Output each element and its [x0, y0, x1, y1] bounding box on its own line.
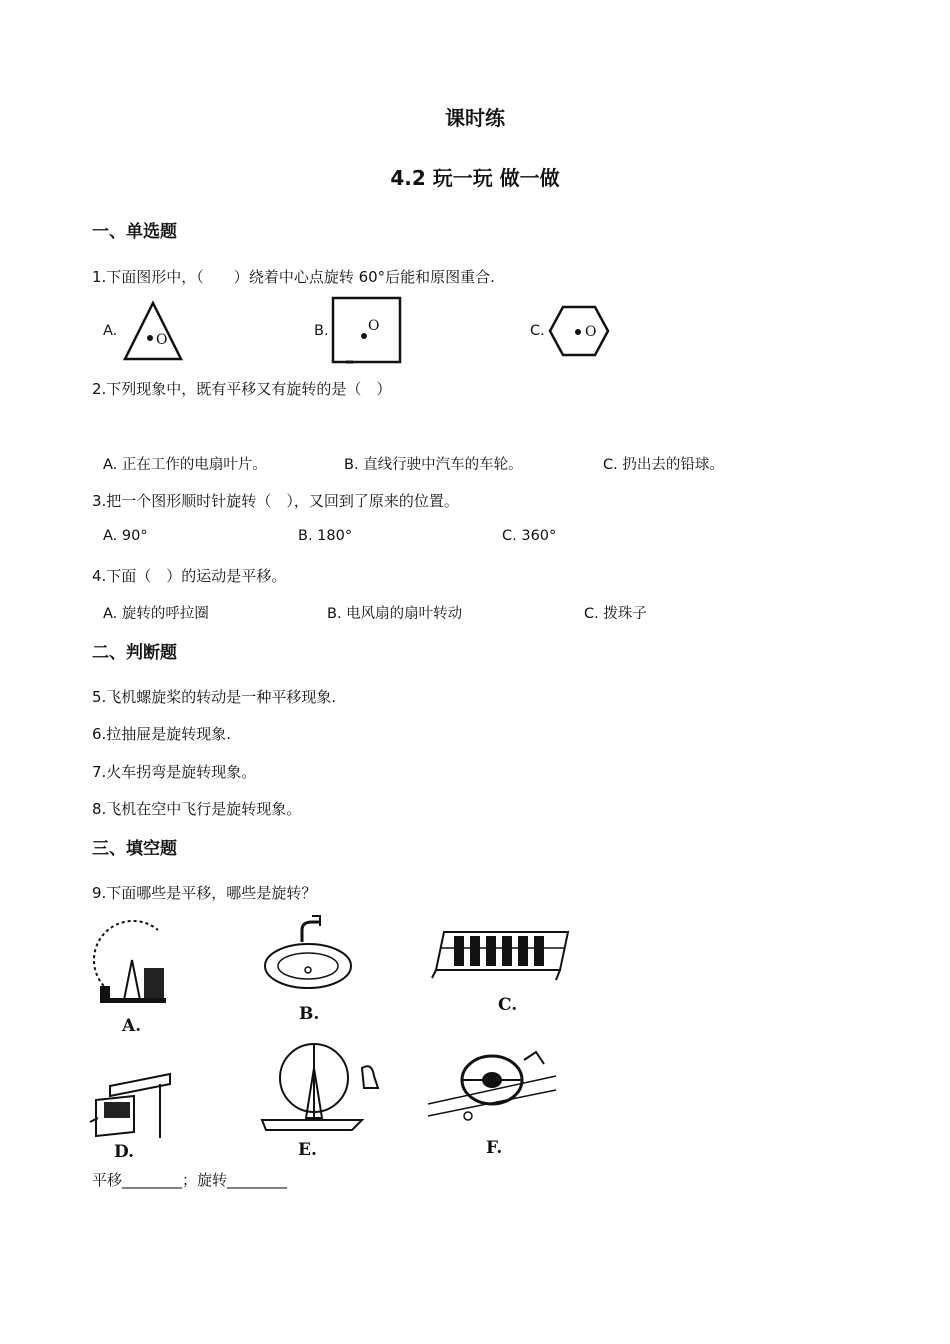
picture-label-e: E.	[298, 1140, 317, 1160]
drawer-picture	[90, 1072, 172, 1142]
picture-label-b: B.	[299, 1004, 320, 1024]
question-4-text: 4.下面（ ）的运动是平移。	[92, 567, 287, 585]
hexagon-shape-icon	[548, 305, 610, 357]
question-1-option-a[interactable]: A.	[103, 323, 118, 339]
question-5-text: 5.飞机螺旋桨的转动是一种平移现象.	[92, 688, 337, 706]
section-heading-true-false: 二、判断题	[92, 643, 177, 663]
faucet-sink-picture	[262, 912, 354, 992]
section-heading-single-choice: 一、单选题	[92, 222, 177, 242]
steering-wheel-picture	[428, 1046, 560, 1132]
question-8-text: 8.飞机在空中飞行是旋转现象。	[92, 800, 302, 818]
page-title: 课时练	[445, 106, 505, 130]
question-1-option-c[interactable]: C.	[530, 323, 545, 339]
picture-label-d: D.	[114, 1142, 135, 1162]
section-heading-fill-blank: 三、填空题	[92, 839, 177, 859]
triangle-shape-mark: O	[156, 332, 168, 348]
question-7-text: 7.火车拐弯是旋转现象。	[92, 763, 257, 781]
question-6-text: 6.拉抽屉是旋转现象.	[92, 725, 232, 743]
question-3-option-b[interactable]: B. 180°	[298, 528, 353, 544]
hexagon-shape-mark: O	[585, 324, 597, 340]
question-4-option-a[interactable]: A. 旋转的呼拉圈	[103, 606, 209, 622]
question-9-text: 9.下面哪些是平移，哪些是旋转？	[92, 884, 317, 902]
question-2-option-c[interactable]: C. 扔出去的铅球。	[603, 457, 724, 473]
square-shape-mark: O	[368, 318, 380, 334]
question-3-text: 3.把一个图形顺时针旋转（ ），又回到了原来的位置。	[92, 492, 459, 510]
picture-label-f: F.	[486, 1138, 503, 1158]
globe-picture	[262, 1040, 388, 1132]
question-2-text: 2.下列现象中，既有平移又有旋转的是（ ）	[92, 380, 392, 398]
question-3-option-c[interactable]: C. 360°	[502, 528, 557, 544]
abacus-picture	[432, 922, 572, 984]
picture-label-a: A.	[122, 1016, 142, 1036]
question-4-option-c[interactable]: C. 拨珠子	[584, 606, 647, 622]
question-2-option-a[interactable]: A. 正在工作的电扇叶片。	[103, 457, 267, 473]
ferris-wheel-picture	[100, 920, 170, 1004]
question-1-option-b[interactable]: B.	[314, 323, 329, 339]
square-shape-icon	[331, 296, 403, 366]
triangle-shape-icon	[122, 300, 184, 362]
question-3-option-a[interactable]: A. 90°	[103, 528, 148, 544]
question-4-option-b[interactable]: B. 电风扇的扇叶转动	[327, 606, 463, 622]
question-1-text: 1.下面图形中，（ ）绕着中心点旋转 60°后能和原图重合.	[92, 268, 495, 286]
picture-label-c: C.	[498, 995, 518, 1015]
page-subtitle: 4.2 玩一玩 做一做	[390, 166, 560, 190]
question-2-option-b[interactable]: B. 直线行驶中汽车的车轮。	[344, 457, 523, 473]
question-9-answer-line[interactable]: 平移________；旋转________	[92, 1171, 288, 1189]
